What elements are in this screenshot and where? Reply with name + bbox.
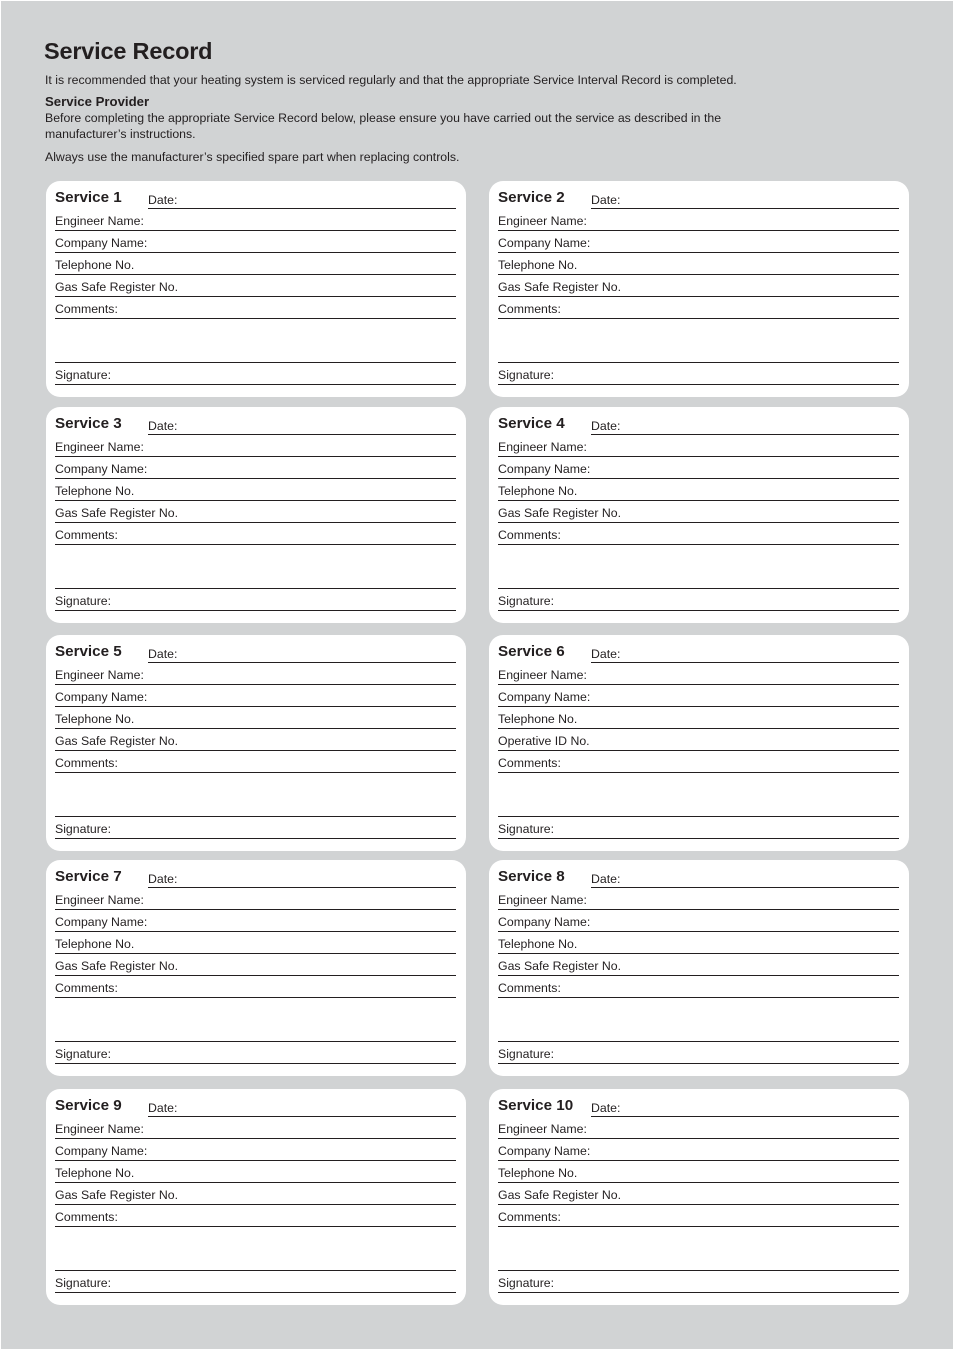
engineer-name-line[interactable] (55, 909, 456, 910)
company-name-line[interactable] (498, 706, 899, 707)
signature-label: Signature: (55, 594, 112, 608)
signature-label: Signature: (55, 1047, 112, 1061)
telephone-line[interactable] (498, 500, 899, 501)
comments-line[interactable] (498, 588, 899, 589)
register-number-label: Gas Safe Register No. (55, 506, 179, 520)
date-line[interactable] (148, 887, 456, 888)
company-name-line[interactable] (55, 1160, 456, 1161)
register-number-label: Gas Safe Register No. (498, 1188, 622, 1202)
date-line[interactable] (148, 1116, 456, 1117)
service-card-6 (489, 635, 909, 851)
signature-line[interactable] (55, 1292, 456, 1293)
engineer-name-label: Engineer Name: (498, 440, 587, 454)
comments-label: Comments: (498, 302, 561, 316)
comments-line[interactable] (55, 816, 456, 817)
service-card-8 (489, 860, 909, 1076)
company-name-label: Company Name: (55, 236, 148, 250)
telephone-line[interactable] (498, 274, 899, 275)
service-card-7 (46, 860, 466, 1076)
service-title: Service 4 (498, 415, 565, 432)
engineer-name-label: Engineer Name: (498, 893, 587, 907)
register-number-line[interactable] (498, 296, 899, 297)
comments-line[interactable] (55, 362, 456, 363)
telephone-label: Telephone No. (498, 937, 578, 951)
telephone-label: Telephone No. (55, 484, 135, 498)
date-label: Date: (148, 419, 178, 433)
date-line[interactable] (148, 434, 456, 435)
comments-label: Comments: (55, 302, 118, 316)
company-name-label: Company Name: (55, 690, 148, 704)
company-name-label: Company Name: (55, 1144, 148, 1158)
date-line[interactable] (591, 887, 899, 888)
date-line[interactable] (591, 1116, 899, 1117)
engineer-name-line[interactable] (55, 456, 456, 457)
comments-label: Comments: (55, 1210, 118, 1224)
signature-label: Signature: (498, 822, 555, 836)
company-name-label: Company Name: (55, 462, 148, 476)
company-name-line[interactable] (55, 706, 456, 707)
engineer-name-line[interactable] (498, 909, 899, 910)
date-line[interactable] (148, 662, 456, 663)
date-label: Date: (148, 1101, 178, 1115)
date-label: Date: (148, 193, 178, 207)
register-number-line[interactable] (498, 975, 899, 976)
engineer-name-label: Engineer Name: (55, 668, 144, 682)
telephone-line[interactable] (55, 274, 456, 275)
comments-line[interactable] (498, 1270, 899, 1271)
register-number-line[interactable] (55, 296, 456, 297)
date-label: Date: (591, 872, 621, 886)
engineer-name-label: Engineer Name: (55, 893, 144, 907)
engineer-name-line[interactable] (55, 684, 456, 685)
telephone-line[interactable] (55, 1182, 456, 1183)
register-number-label: Gas Safe Register No. (55, 280, 179, 294)
service-card-9 (46, 1089, 466, 1305)
comments-line[interactable] (55, 1041, 456, 1042)
telephone-label: Telephone No. (498, 1166, 578, 1180)
telephone-label: Telephone No. (55, 258, 135, 272)
signature-label: Signature: (55, 368, 112, 382)
engineer-name-label: Engineer Name: (55, 214, 144, 228)
operative-id-line[interactable] (498, 750, 899, 751)
engineer-name-label: Engineer Name: (55, 1122, 144, 1136)
telephone-label: Telephone No. (55, 712, 135, 726)
telephone-line[interactable] (55, 728, 456, 729)
service-title: Service 6 (498, 643, 565, 660)
date-label: Date: (591, 419, 621, 433)
company-name-line[interactable] (498, 252, 899, 253)
engineer-name-label: Engineer Name: (55, 440, 144, 454)
company-name-label: Company Name: (498, 915, 591, 929)
signature-label: Signature: (498, 594, 555, 608)
signature-label: Signature: (498, 368, 555, 382)
page-title: Service Record (44, 38, 213, 64)
comments-line[interactable] (55, 997, 456, 998)
telephone-label: Telephone No. (498, 484, 578, 498)
engineer-name-line[interactable] (498, 684, 899, 685)
date-label: Date: (591, 647, 621, 661)
date-line[interactable] (591, 434, 899, 435)
service-card-10 (489, 1089, 909, 1305)
register-number-line[interactable] (498, 1204, 899, 1205)
comments-line[interactable] (55, 544, 456, 545)
service-title: Service 10 (498, 1097, 574, 1114)
date-label: Date: (591, 1101, 621, 1115)
telephone-line[interactable] (498, 953, 899, 954)
service-title: Service 5 (55, 643, 122, 660)
service-provider-text: Before completing the appropriate Service Record below, please ensure you have carried out the service as described in the manufacturer’s instructions. (45, 111, 722, 141)
comments-line[interactable] (55, 772, 456, 773)
company-name-line[interactable] (55, 931, 456, 932)
comments-label: Comments: (498, 1210, 561, 1224)
comments-line[interactable] (498, 772, 899, 773)
date-line[interactable] (591, 208, 899, 209)
signature-line[interactable] (55, 838, 456, 839)
telephone-label: Telephone No. (55, 937, 135, 951)
register-number-line[interactable] (55, 522, 456, 523)
signature-line[interactable] (498, 838, 899, 839)
telephone-label: Telephone No. (55, 1166, 135, 1180)
comments-line[interactable] (55, 1226, 456, 1227)
register-number-line[interactable] (55, 975, 456, 976)
signature-line[interactable] (498, 1063, 899, 1064)
comments-label: Comments: (55, 756, 118, 770)
service-card-4 (489, 407, 909, 623)
register-number-line[interactable] (55, 750, 456, 751)
date-label: Date: (591, 193, 621, 207)
telephone-line[interactable] (498, 1182, 899, 1183)
comments-line[interactable] (498, 318, 899, 319)
date-line[interactable] (591, 662, 899, 663)
comments-line[interactable] (55, 318, 456, 319)
signature-label: Signature: (498, 1047, 555, 1061)
engineer-name-line[interactable] (55, 230, 456, 231)
service-title: Service 8 (498, 868, 565, 885)
service-title: Service 3 (55, 415, 122, 432)
register-number-line[interactable] (498, 522, 899, 523)
register-number-label: Gas Safe Register No. (498, 280, 622, 294)
register-number-label: Gas Safe Register No. (498, 959, 622, 973)
comments-line[interactable] (498, 997, 899, 998)
signature-label: Signature: (55, 822, 112, 836)
service-title: Service 9 (55, 1097, 122, 1114)
comments-line[interactable] (498, 1226, 899, 1227)
service-card-2 (489, 181, 909, 397)
company-name-label: Company Name: (498, 462, 591, 476)
service-title: Service 2 (498, 189, 565, 206)
engineer-name-label: Engineer Name: (498, 668, 587, 682)
comments-label: Comments: (498, 981, 561, 995)
company-name-label: Company Name: (55, 915, 148, 929)
comments-line[interactable] (498, 816, 899, 817)
company-name-line[interactable] (498, 931, 899, 932)
telephone-line[interactable] (55, 500, 456, 501)
comments-label: Comments: (498, 756, 561, 770)
signature-label: Signature: (55, 1276, 112, 1290)
comments-label: Comments: (55, 981, 118, 995)
comments-line[interactable] (55, 1270, 456, 1271)
service-card-1 (46, 181, 466, 397)
comments-line[interactable] (55, 588, 456, 589)
date-label: Date: (148, 872, 178, 886)
register-number-label: Gas Safe Register No. (55, 1188, 179, 1202)
company-name-line[interactable] (498, 1160, 899, 1161)
register-number-label: Gas Safe Register No. (498, 506, 622, 520)
register-number-label: Gas Safe Register No. (55, 959, 179, 973)
service-card-5 (46, 635, 466, 851)
date-label: Date: (148, 647, 178, 661)
comments-line[interactable] (498, 544, 899, 545)
engineer-name-line[interactable] (55, 1138, 456, 1139)
service-provider-heading: Service Provider (45, 94, 150, 109)
engineer-name-label: Engineer Name: (498, 1122, 587, 1136)
spare-parts-note: Always use the manufacturer’s specified spare part when replacing controls. (45, 150, 460, 164)
comments-label: Comments: (55, 528, 118, 542)
intro-text: It is recommended that your heating system is serviced regularly and that the appropriate Service Interval Record is completed. (45, 73, 737, 87)
register-number-line[interactable] (55, 1204, 456, 1205)
service-card-3 (46, 407, 466, 623)
company-name-line[interactable] (55, 252, 456, 253)
service-title: Service 7 (55, 868, 122, 885)
signature-line[interactable] (498, 1292, 899, 1293)
company-name-line[interactable] (498, 478, 899, 479)
service-title: Service 1 (55, 189, 122, 206)
telephone-label: Telephone No. (498, 712, 578, 726)
engineer-name-line[interactable] (498, 230, 899, 231)
telephone-line[interactable] (498, 728, 899, 729)
signature-line[interactable] (498, 610, 899, 611)
comments-line[interactable] (498, 1041, 899, 1042)
register-number-label: Gas Safe Register No. (55, 734, 179, 748)
telephone-line[interactable] (55, 953, 456, 954)
company-name-label: Company Name: (498, 1144, 591, 1158)
comments-label: Comments: (498, 528, 561, 542)
signature-line[interactable] (55, 384, 456, 385)
signature-line[interactable] (498, 384, 899, 385)
company-name-line[interactable] (55, 478, 456, 479)
company-name-label: Company Name: (498, 690, 591, 704)
operative-id-label: Operative ID No. (498, 734, 590, 748)
company-name-label: Company Name: (498, 236, 591, 250)
telephone-label: Telephone No. (498, 258, 578, 272)
comments-line[interactable] (498, 362, 899, 363)
signature-label: Signature: (498, 1276, 555, 1290)
engineer-name-label: Engineer Name: (498, 214, 587, 228)
signature-line[interactable] (55, 610, 456, 611)
engineer-name-line[interactable] (498, 456, 899, 457)
date-line[interactable] (148, 208, 456, 209)
signature-line[interactable] (55, 1063, 456, 1064)
engineer-name-line[interactable] (498, 1138, 899, 1139)
